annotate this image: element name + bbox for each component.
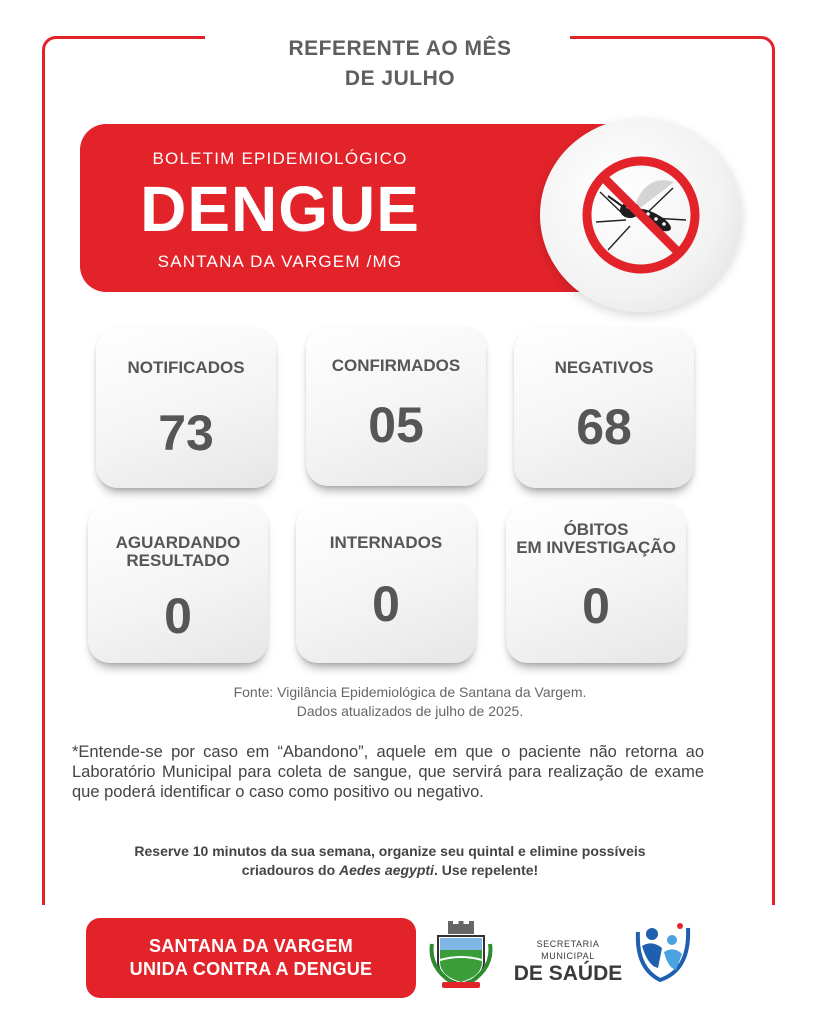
stat-label: NEGATIVOS [554,358,654,377]
source-line2: Dados atualizados de julho de 2025. [296,703,524,719]
stat-value: 05 [368,397,424,453]
secretaria-logo [513,938,623,986]
prevention-tip [80,842,700,880]
abandono-note: *Entende-se por caso em “Abandono”, aquele em que o paciente não retorna ao Laboratório Municipal para coleta de sangue, que servirá para realização de exame que poderá identificar o caso como positivo ou negativo. [72,743,704,801]
stat-card-confirmados [306,326,486,486]
stat-label-line2: EM INVESTIGAÇÃO [516,538,676,557]
stat-card-negativos [514,328,694,488]
stat-label [506,521,686,557]
month-header-line2: DE JULHO [344,67,456,90]
banner-subtitle: BOLETIM EPIDEMIOLÓGICO [152,149,408,168]
stat-value: 68 [576,399,632,455]
stat-label-line2: RESULTADO [126,551,230,570]
tip-line1: Reserve 10 minutos da sua semana, organize seu quintal e elimine possíveis [134,843,646,859]
species-name: Aedes aegypti [339,862,434,878]
stat-card-notificados [96,328,276,488]
month-header-line1: REFERENTE AO MÊS [288,37,512,60]
source-line1: Fonte: Vigilância Epidemiológica de Santana da Vargem. [233,684,587,700]
stat-label-line1: AGUARDANDO [115,533,241,552]
stat-value: 73 [158,405,214,461]
tip-line2: criadouros do Aedes aegypti. Use repelente! [241,862,539,878]
stat-card-aguardando-resultado [88,503,268,663]
month-header [200,34,600,94]
campaign-slogan [86,918,416,998]
secretaria-big-text: DE SAÚDE [513,962,623,985]
stat-label: CONFIRMADOS [331,356,461,375]
slogan-line1: SANTANA DA VARGEM [148,936,354,956]
stat-label-line1: ÓBITOS [563,520,629,539]
banner-city: SANTANA DA VARGEM /MG [157,252,403,271]
stat-label: INTERNADOS [329,533,443,552]
health-program-logo-icon [630,918,696,989]
no-mosquito-icon [540,118,742,312]
stat-card-internados [296,503,476,663]
stat-value: 0 [372,576,400,632]
slogan-line2: UNIDA CONTRA A DENGUE [129,959,373,979]
municipal-crest-icon [428,920,494,995]
secretaria-small-text: SECRETARIA MUNICIPAL [536,939,600,961]
stat-label: NOTIFICADOS [127,358,245,377]
stat-card-obitos-em-investigacao [506,503,686,663]
data-source [120,683,700,721]
banner-title: DENGUE [140,173,420,245]
stat-label [88,534,268,570]
stat-value: 0 [582,578,610,634]
stat-value: 0 [164,588,192,644]
